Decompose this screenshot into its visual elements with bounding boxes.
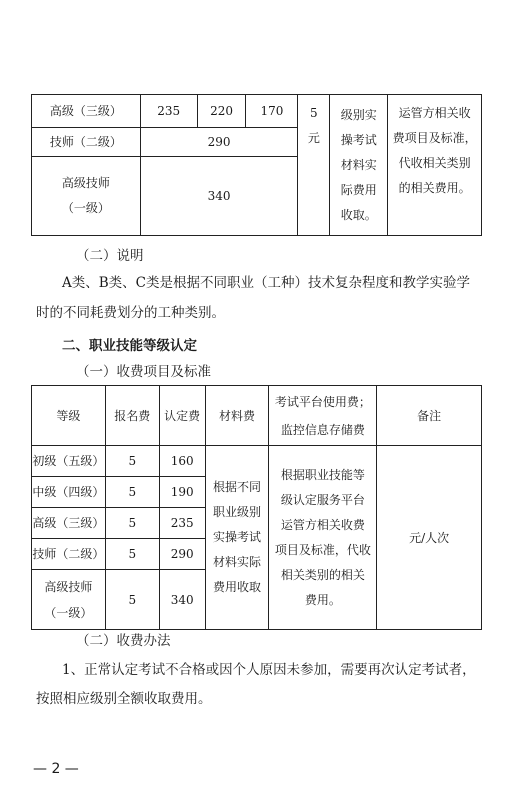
level-line: 高级技师 [61, 176, 110, 190]
fee-cell: 235 [140, 95, 197, 128]
table-header-row [32, 386, 482, 446]
certification-cell: 190 [159, 477, 205, 508]
level-cell: 高级（三级） [32, 508, 106, 539]
level-cell: 中级（四级） [32, 477, 106, 508]
registration-cell: 5 [105, 570, 159, 630]
platform-line: 相关类别的相关 [280, 567, 365, 582]
registration-cell: 5 [105, 539, 159, 570]
note-line: 费项目及标准， [392, 131, 477, 145]
material-line: 职业级别 [213, 505, 262, 519]
level-cell: 技师（二级） [32, 539, 106, 570]
registration-cell: 5 [105, 477, 159, 508]
method-paragraph-line: 按照相应级别全额收取费用。 [36, 691, 212, 707]
header-level: 等级 [32, 386, 106, 446]
method-paragraph-line: 1、正常认定考试不合格或因个人原因未参加，需要再次认定考试者， [62, 662, 476, 678]
material-line: 费用收取 [213, 580, 262, 594]
fee-cell: 290 [140, 128, 298, 157]
page-number: — 2 — [33, 761, 79, 777]
certification-fee-table [31, 385, 482, 630]
fee-line: 5 [310, 106, 318, 120]
material-line: 材料实际 [213, 555, 262, 569]
registration-cell: 5 [105, 508, 159, 539]
subsection-heading: （二）收费办法 [76, 633, 171, 649]
note-cell [388, 95, 482, 236]
certification-cell: 340 [159, 570, 205, 630]
material-line: 际费用 [340, 182, 377, 197]
level-line: （一级） [44, 605, 93, 620]
fee-cell: 220 [197, 95, 246, 128]
platform-line: 费用。 [304, 592, 341, 607]
note-line: 的相关费用。 [398, 181, 471, 195]
section-note-heading: （二）说明 [76, 248, 144, 264]
remark-cell: 元/人次 [377, 446, 482, 630]
level-cell: 高级（三级） [32, 95, 141, 128]
fee-line: 元 [307, 131, 320, 145]
level-line: 高级技师 [44, 579, 93, 594]
registration-fee-cell [298, 95, 330, 236]
material-line: 收取。 [340, 207, 377, 222]
material-line: 实操考试 [213, 530, 262, 544]
fee-cell: 170 [246, 95, 298, 128]
certification-cell: 160 [159, 446, 205, 477]
note-line: 运管方相关收 [398, 106, 471, 120]
registration-cell: 5 [105, 446, 159, 477]
abc-paragraph-line: A类、B类、C类是根据不同职业（工种）技术复杂程度和教学实验学 [62, 275, 470, 291]
level-cell [32, 157, 141, 236]
header-remark: 备注 [377, 386, 482, 446]
level-cell [32, 570, 106, 630]
table-row [32, 446, 482, 477]
header-registration: 报名费 [105, 386, 159, 446]
platform-line: 级认定服务平台 [280, 492, 365, 507]
level-line: （一级） [61, 201, 110, 215]
material-fee-cell [205, 446, 269, 630]
material-line: 根据不同 [213, 480, 262, 494]
level-cell: 技师（二级） [32, 128, 141, 157]
level-cell: 初级（五级） [32, 446, 106, 477]
subsection-heading: （一）收费项目及标准 [76, 364, 211, 380]
header-certification: 认定费 [159, 386, 205, 446]
platform-line: 根据职业技能等 [280, 467, 365, 482]
note-line: 代收相关类别 [398, 156, 471, 170]
material-fee-cell [330, 95, 388, 236]
platform-line: 项目及标准，代收 [274, 542, 371, 557]
header-platform [269, 386, 377, 446]
certification-cell: 235 [159, 508, 205, 539]
header-line: 考试平台使用费； [274, 394, 371, 409]
certification-cell: 290 [159, 539, 205, 570]
abc-paragraph-line: 时的不同耗费划分的工种类别。 [36, 305, 225, 321]
fee-cell: 340 [140, 157, 298, 236]
material-line: 操考试 [340, 132, 377, 147]
section-heading: 二、职业技能等级认定 [62, 338, 197, 354]
material-line: 材料实 [340, 157, 377, 172]
platform-line: 运管方相关收费 [280, 517, 365, 532]
material-line: 级别实 [340, 107, 377, 122]
fee-table-continued [31, 94, 482, 236]
header-material: 材料费 [205, 386, 269, 446]
platform-fee-cell [269, 446, 377, 630]
header-line: 监控信息存储费 [280, 422, 365, 437]
